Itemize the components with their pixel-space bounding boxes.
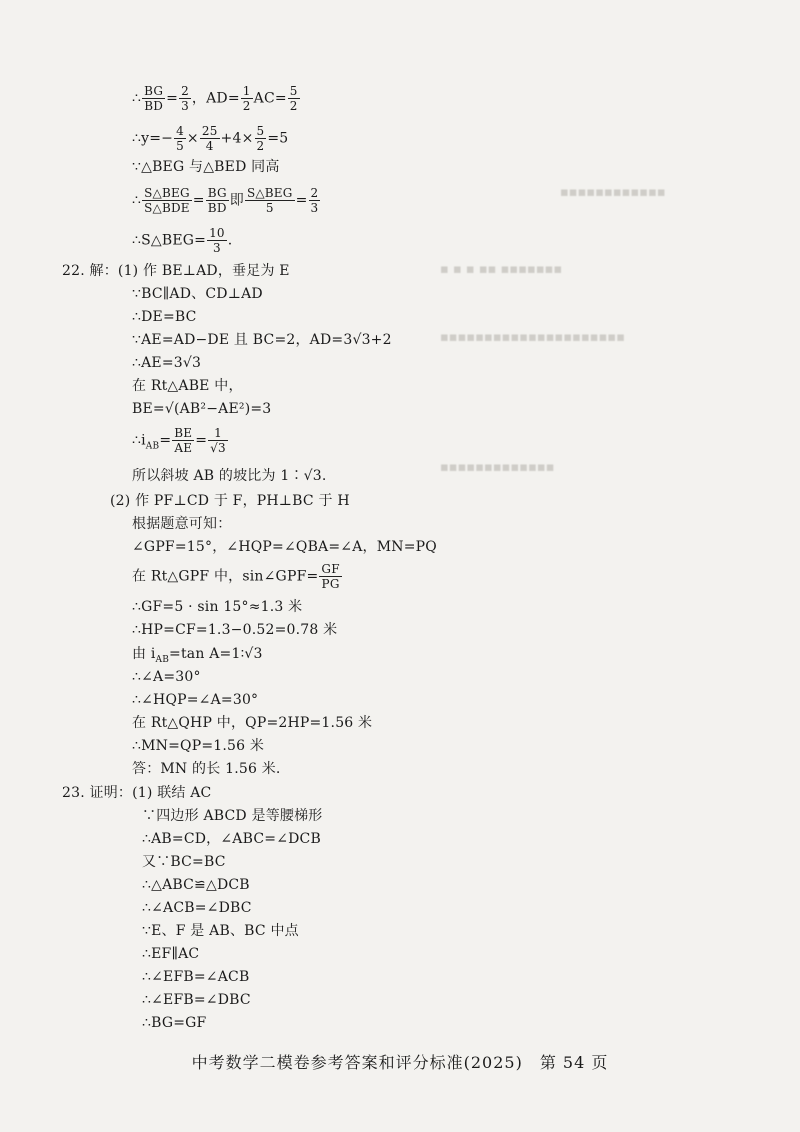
p23-line-2: ∴AB=CD，∠ABC=∠DCB (142, 831, 321, 847)
p22-line-4: ∴AE=3√3 (132, 355, 202, 371)
p22-line-1: ∵BC∥AD、CD⊥AD (132, 286, 263, 302)
p21-line-3: ∵△BEG 与△BED 同高 (132, 159, 280, 175)
p22-line-13: ∴GF=5 · sin 15°≈1.3 米 (132, 599, 303, 615)
p22-line-11: ∠GPF=15°，∠HQP=∠QBA=∠A，MN=PQ (132, 539, 437, 555)
p23-line-3: 又∵BC=BC (142, 854, 226, 870)
p22-line-5: 在 Rt△ABE 中， (132, 378, 243, 394)
page-footer: 中考数学二模卷参考答案和评分标准(2025) 第 54 页 (191, 1053, 609, 1072)
bleed-through-text: ▪▪▪▪▪▪▪▪▪▪▪▪ (560, 185, 666, 200)
p22-part2-heading: (2) 作 PF⊥CD 于 F，PH⊥BC 于 H (110, 493, 350, 509)
p23-line-9: ∴∠EFB=∠DBC (142, 992, 251, 1008)
p23-line-5: ∴∠ACB=∠DBC (142, 900, 252, 916)
p22-line-18: 在 Rt△QHP 中，QP=2HP=1.56 米 (132, 715, 373, 731)
p22-heading: 22. 解：(1) 作 BE⊥AD，垂足为 E (62, 263, 290, 279)
p23-line-7: ∴EF∥AC (142, 946, 200, 962)
p22-line-6: BE=√(AB²−AE²)=3 (132, 401, 272, 417)
bleed-through-text: ▪▪▪▪▪▪▪▪▪▪▪▪▪▪▪▪▪▪▪▪▪ (440, 330, 626, 345)
p22-line-14: ∴HP=CF=1.3−0.52=0.78 米 (132, 622, 338, 638)
p21-line-4: ∴ $\frac{\text{S△BEG}}{\text{S△BDE}}$ = $\frac{BG}{BD}$ 即 $\frac{\text{S△BEG}}{5}$ = $\frac{2}{3}$ (132, 186, 319, 215)
p22-line-12: 在 Rt△GPF 中，sin∠GPF= $\frac{GF}{PG}$ (132, 562, 340, 591)
p22-line-15: 由 $i_{AB}=\tan$ A=1∶√3 (132, 646, 263, 665)
p23-heading: 23. 证明：(1) 联结 AC (62, 785, 212, 801)
p22-line-19: ∴MN=QP=1.56 米 (132, 738, 265, 754)
p22-line-16: ∴∠A=30° (132, 669, 201, 685)
bleed-through-text: ▪ ▪ ▪ ▪▪ ▪▪▪▪▪▪▪ (440, 262, 563, 277)
p21-line-5: ∴S△BEG= $\frac{10}{3}$ . (132, 226, 233, 255)
p22-line-7: $\therefore i_{AB}=$ $\frac{BE}{AE}$ = $\frac{1}{√3}$ (132, 426, 226, 455)
p22-line-10: 根据题意可知： (132, 516, 232, 532)
p22-line-2: ∴DE=BC (132, 309, 197, 325)
p23-line-8: ∴∠EFB=∠ACB (142, 969, 250, 985)
p23-line-4: ∴△ABC≌△DCB (142, 877, 250, 893)
p21-line-2: ∴y=− $\frac{4}{5}$ × $\frac{25}{4}$ +4× $\frac{5}{2}$ =5 (132, 124, 289, 153)
p22-line-8: 所以斜坡 AB 的坡比为 1∶√3. (132, 468, 327, 484)
bleed-through-text: ▪▪▪▪▪▪▪▪▪▪▪▪▪ (440, 460, 555, 475)
p23-line-6: ∵E、F 是 AB、BC 中点 (142, 923, 299, 939)
p23-line-1: ∵四边形 ABCD 是等腰梯形 (142, 808, 323, 824)
p22-answer: 答：MN 的长 1.56 米. (132, 761, 281, 777)
p22-line-3: ∵AE=AD−DE 且 BC=2，AD=3√3+2 (132, 332, 392, 348)
p23-line-10: ∴BG=GF (142, 1015, 207, 1031)
p21-line-1: ∴ $\frac{BG}{BD}$ = $\frac{2}{3}$ ，AD= $\frac{1}{2}$ AC= $\frac{5}{2}$ (132, 84, 298, 113)
p22-line-17: ∴∠HQP=∠A=30° (132, 692, 259, 708)
